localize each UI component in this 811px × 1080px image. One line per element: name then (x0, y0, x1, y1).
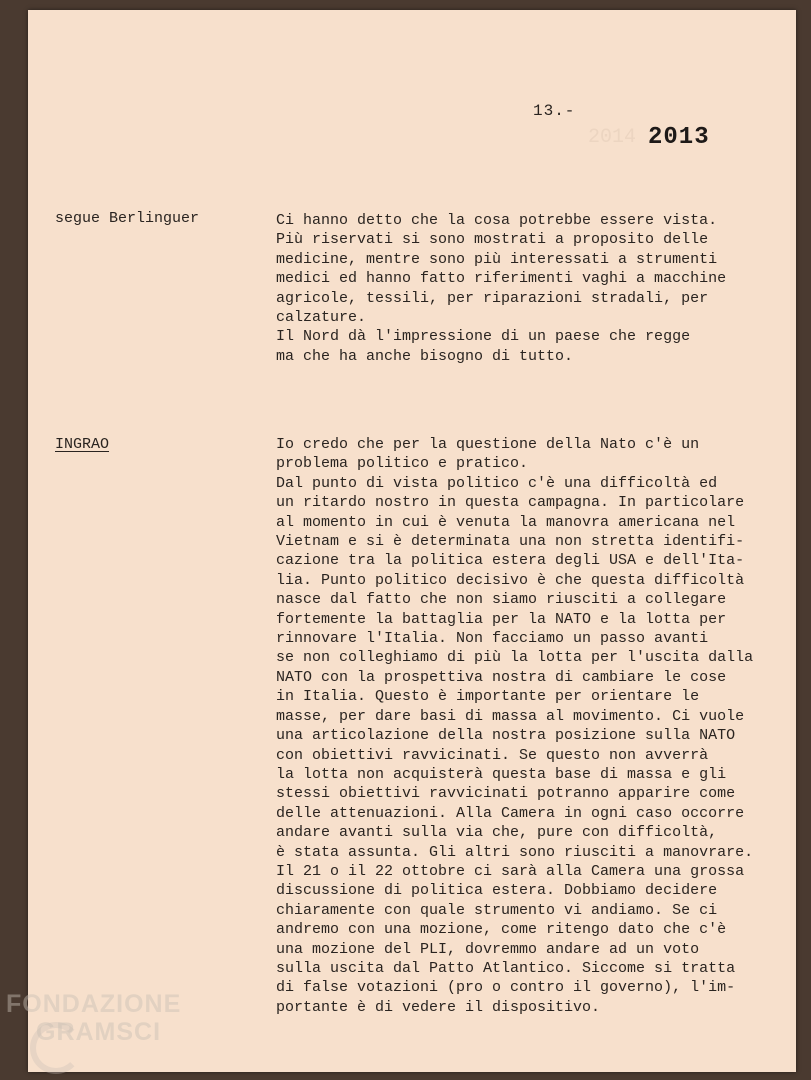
document-page (28, 10, 796, 1072)
speech-text-berlinguer: Ci hanno detto che la cosa potrebbe essere vista. Più riservati si sono mostrati a proposito delle medicine, mentre sono più interessati a strumenti medici ed hanno fatto riferimenti vaghi a macchine agricole, tessili, per riparazioni stradali, per calzature. Il Nord dà l'impressione di un paese che regge ma che ha anche bisogno di tutto. (276, 212, 727, 365)
speech-text-ingrao: Io credo che per la questione della Nato c'è un problema politico e pratico. Dal punto di vista politico c'è una difficoltà ed un ritardo nostro in questa campagna. In particolare al momento in cui è venuta la manovra americana nel Vietnam e si è determinata una non stretta identifi- cazione tra la politica estera degli USA e dell'Ita- lia. Punto politico decisivo è che questa difficoltà nasce dal fatto che non siamo riusciti a collegare fortemente la battaglia per la NATO e la lotta per rinnovare l'Italia. Non facciamo un passo avanti se non colleghiamo di più la lotta per l'uscita dalla NATO con la prospettiva nostra di cambiare le cose in Italia. Questo è importante per orientare le masse, per dare basi di massa al movimento. Ci vuole una articolazione della nostra posizione sulla NATO con obiettivi ravvicinati. Se questo non avverrà la lotta non acquisterà questa base di massa e gli stessi obiettivi ravvicinati potranno apparire come delle attenuazioni. Alla Camera in ogni caso occorre andare avanti sulla via che, pure con difficoltà, è stata assunta. Gli altri sono riusciti a manovrare. Il 21 o il 22 ottobre ci sarà alla Camera una grossa discussione di politica estera. Dobbiamo decidere chiaramente con quale strumento vi andiamo. Se ci andremo con una mozione, come ritengo dato che c'è una mozione del PLI, dovremmo andare ad un voto sulla uscita dal Patto Atlantico. Siccome si tratta di false votazioni (pro o contro il governo), l'im- portante è di vedere il dispositivo. (276, 436, 754, 1016)
page-number: 13.- (533, 102, 576, 120)
archive-stamp-number: 2013 (648, 124, 710, 151)
fondazione-gramsci-watermark (6, 990, 181, 1046)
watermark-line-1: FONDAZIONE (6, 990, 182, 1018)
bleed-through-text: 2014 (588, 126, 637, 149)
speaker-label-ingrao: INGRAO (55, 436, 110, 453)
speaker-label-berlinguer: segue Berlinguer (55, 210, 200, 227)
watermark-line-2: GRAMSCI (36, 1018, 162, 1046)
